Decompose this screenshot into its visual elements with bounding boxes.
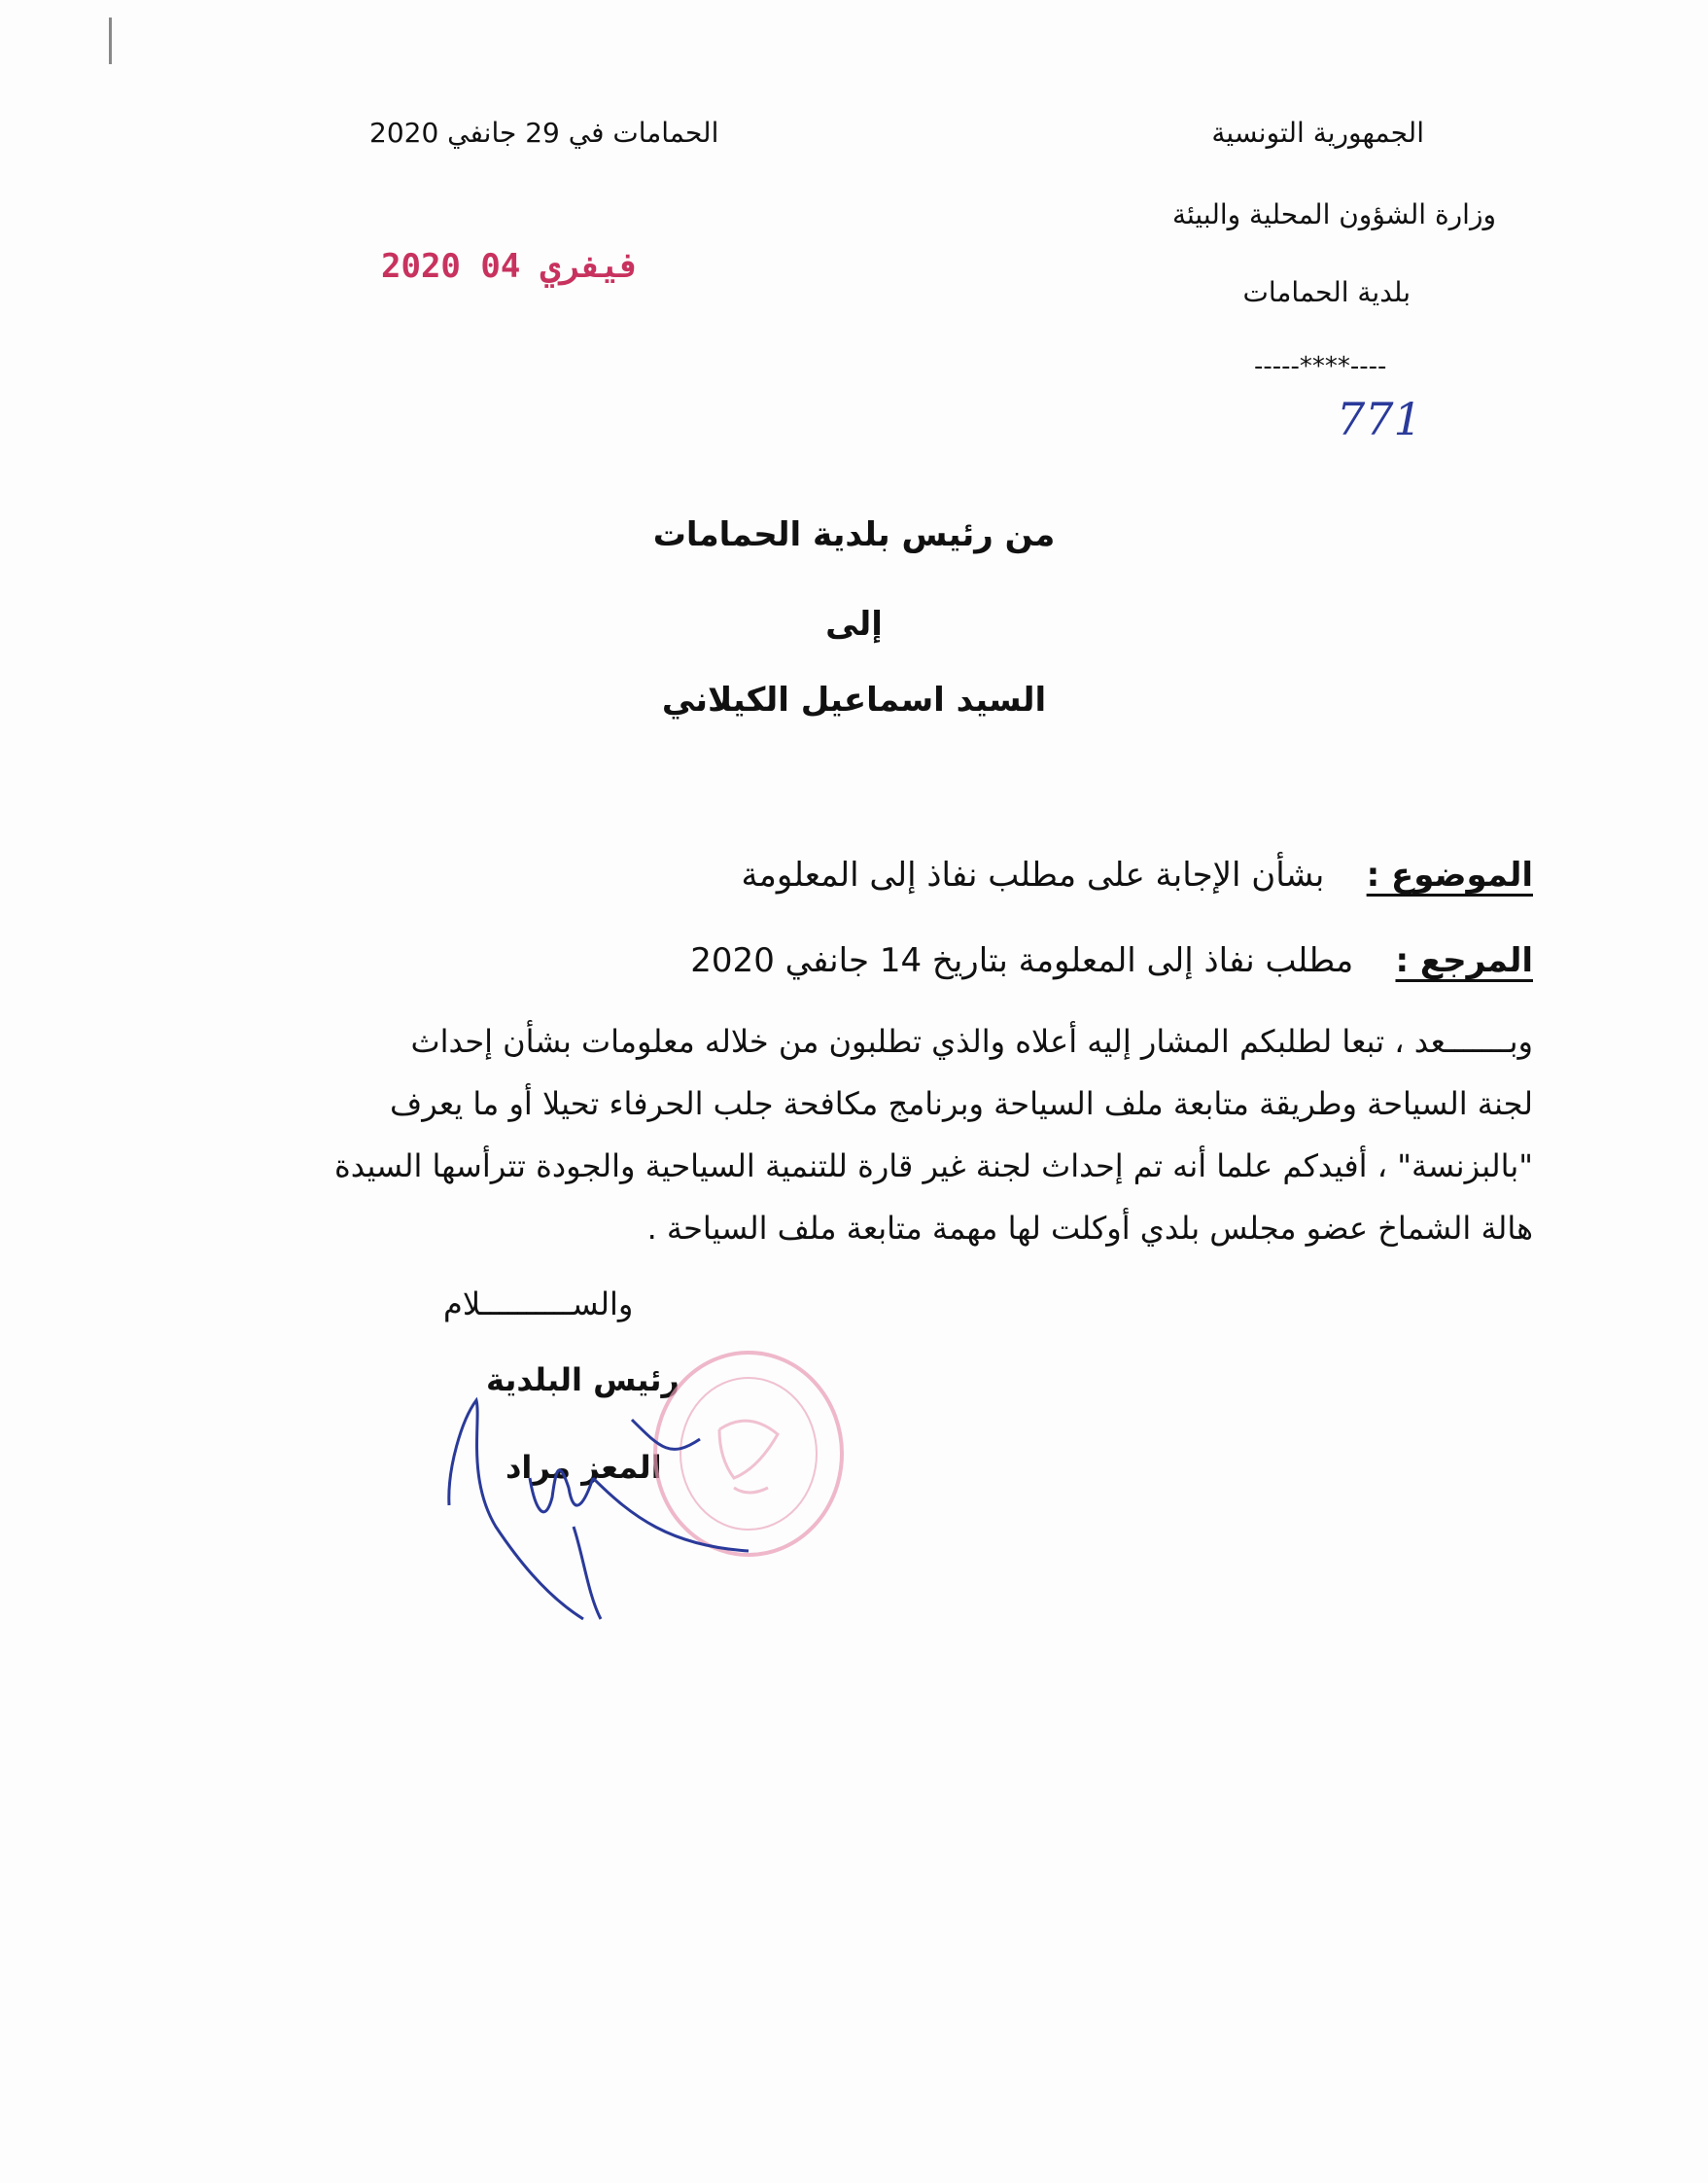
header-municipality: بلدية الحمامات [1242, 276, 1411, 308]
reference-text: مطلب نفاذ إلى المعلومة بتاريخ 14 جانفي 2020 [690, 941, 1354, 980]
recipient-line: السيد اسماعيل الكيلاني [661, 681, 1047, 720]
reference-line [690, 941, 1533, 980]
header-separator: -----****---- [1254, 352, 1387, 381]
header-country: الجمهورية التونسية [1211, 117, 1424, 149]
body-line-2: لجنة السياحة وطريقة متابعة ملف السياحة وبرنامج مكافحة جلب الحرفاء تحيلا أو ما يعرف [390, 1085, 1533, 1122]
place-date: الحمامات في 29 جانفي 2020 [369, 117, 719, 149]
subject-line [741, 856, 1533, 895]
from-line: من رئيس بلدية الحمامات [652, 515, 1056, 554]
body-line-4: هالة الشماخ عضو مجلس بلدي أوكلت لها مهمة متابعة ملف السياحة . [646, 1210, 1533, 1247]
body-line-3: "بالبزنسة" ، أفيدكم علما أنه تم إحداث لجنة غير قارة للتنمية السياحية والجودة تترأسها السيدة [333, 1147, 1533, 1184]
body-line-1: وبـــــــعد ، تبعا لطلبكم المشار إليه أعلاه والذي تطلبون من خلاله معلومات بشأن إحداث [410, 1023, 1533, 1060]
signatory-title: رئيس البلدية [486, 1361, 680, 1398]
closing-salutation: والســــــــــلام [443, 1285, 634, 1322]
scan-margin-mark [109, 18, 112, 64]
reference-number-handwritten: 771 [1337, 393, 1422, 445]
subject-text: بشأن الإجابة على مطلب نفاذ إلى المعلومة [741, 856, 1325, 895]
subject-label: الموضوع : [1366, 856, 1533, 895]
to-line: إلى [825, 605, 883, 644]
handwritten-signature [437, 1361, 787, 1653]
header-ministry: وزارة الشؤون المحلية والبيئة [1171, 198, 1496, 230]
received-date-stamp: 2020 فيفري 04 [381, 247, 641, 286]
signatory-name: المعز مراد [505, 1449, 662, 1486]
reference-label: المرجع : [1395, 941, 1533, 980]
